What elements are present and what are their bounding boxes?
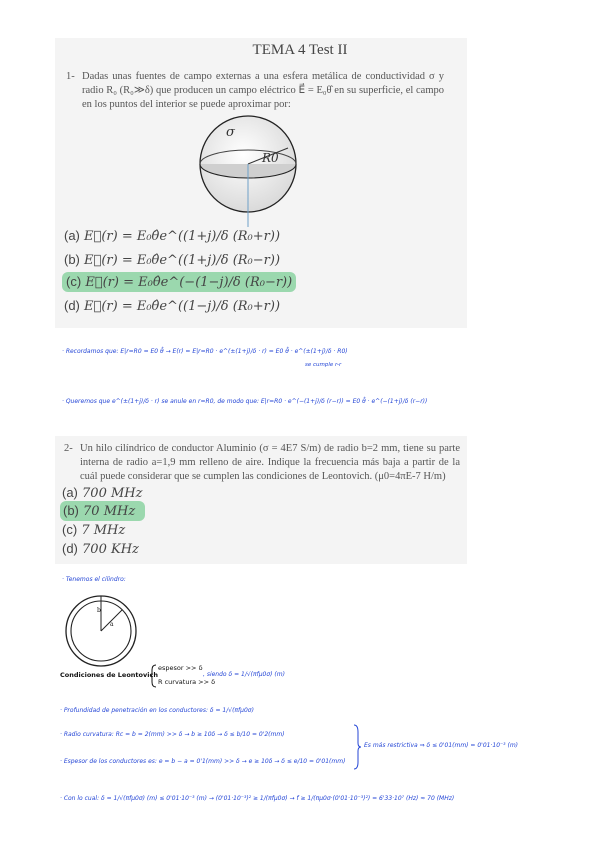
q1-option-c-selected[interactable]: [62, 272, 296, 292]
option-formula: E⃗(r) = E₀θ̂e^((1+j)/δ (R₀−r)): [84, 253, 281, 268]
option-letter: (b): [64, 252, 80, 267]
option-formula: E⃗(r) = E₀θ̂e^((1+j)/δ (R₀+r)): [84, 229, 281, 244]
question-1-text: [66, 70, 444, 112]
q1-option-d[interactable]: [64, 298, 280, 314]
notes2-depth: · Profundidad de penetración en los conductores: δ = 1/√(πfμ0σ): [60, 707, 254, 714]
notes1-line1-note: se cumple r-r: [305, 362, 342, 368]
notes2-restrictive: Es más restrictiva ⇒ δ ≤ 0'01(mm) = 0'01·10⁻³ (m): [364, 742, 519, 749]
notes2-heading: · Tenemos el cilindro:: [62, 576, 126, 583]
notes2-final: · Con lo cual: δ = 1/√(πfμ0σ) (m) ≤ 0'01·10⁻³ (m) → (0'01·10⁻³)² ≥ 1/(πfμ0σ) → f ≥ 1/(πμ0σ·(0'01·10⁻³)²) = 6'33·10⁷ (Hz) ≈ 70 (MHz): [60, 795, 455, 802]
option-value: 70 MHz: [83, 504, 136, 519]
leontovich-label: Condiciones de Leontovich: [60, 671, 158, 679]
option-formula: E⃗(r) = E₀θ̂e^(−(1−j)/δ (R₀−r)): [85, 275, 293, 290]
question-2-number: 2-: [64, 443, 73, 454]
option-letter: (b): [63, 503, 79, 518]
q2-option-a[interactable]: [62, 485, 142, 501]
cylinder-cross-section: [62, 592, 140, 670]
sigma-label: σ: [226, 125, 235, 140]
question-2-statement: Un hilo cilíndrico de conductor Aluminio (σ = 4E7 S/m) de radio b=2 mm, tiene su parte interna de radio a=1,9 mm relleno de aire. Indique la frecuencia más baja a partir de la cuál puede considerar que se cumplen las condiciones de Leontovich. (μ0=4πE-7 H/m): [80, 443, 460, 482]
option-value: 700 KHz: [82, 542, 139, 557]
radius-label: R0: [262, 151, 279, 165]
notes2-radius: · Radio curvatura: Rc = b = 2(mm) >> δ → b ≥ 10δ → δ ≤ b/10 = 0'2(mm): [60, 731, 285, 738]
option-value: 700 MHz: [82, 486, 143, 501]
option-letter: (d): [62, 541, 78, 556]
restrictive-brace: [353, 724, 361, 770]
option-letter: (a): [62, 485, 78, 500]
leontovich-tail: , siendo δ = 1/√(πfμ0σ) (m): [203, 671, 285, 678]
question-1-statement: Dadas unas fuentes de campo externas a una esfera metálica de conductividad σ y radio R₀ (R₀≫δ) que producen un campo eléctrico E⃗ = E₀θ̂ en su superficie, el campo en los puntos del interior se puede aproximar por:: [82, 71, 444, 110]
label-b: b: [97, 607, 101, 614]
q1-option-b[interactable]: [64, 252, 280, 268]
option-letter: (c): [62, 522, 78, 537]
q2-option-d[interactable]: [62, 541, 139, 557]
option-letter: (c): [66, 274, 82, 289]
q1-option-a[interactable]: [64, 228, 280, 244]
label-a: a: [110, 621, 114, 628]
option-formula: E⃗(r) = E₀θ̂e^((1−j)/δ (R₀+r)): [84, 299, 281, 314]
question-1-number: 1-: [66, 71, 75, 82]
notes1-line2: · Queremos que e^(±(1+j)/δ · r) se anule en r=R0, de modo que: E|r=R0 · e^(−(1+j)/δ (r−r)) = E0 θ̂ · e^(−(1+j)/δ (r−r)): [62, 398, 428, 405]
option-letter: (a): [64, 228, 80, 243]
option-letter: (d): [64, 298, 80, 313]
notes1-line1: · Recordamos que: E|r=R0 = E0 θ̂ → E(r) = E|r=R0 · e^(±(1+j)/δ · r) = E0 θ̂ · e^(±(1+j)/δ · R0): [62, 348, 348, 355]
notes2-thickness: · Espesor de los conductores es: e = b − a = 0'1(mm) >> δ → e ≥ 10δ → δ ≤ e/10 = 0'01(mm): [60, 758, 346, 765]
leontovich-cond1: espesor >> δ: [158, 664, 203, 672]
leontovich-brace: [150, 664, 158, 688]
question-2-text: [64, 442, 460, 484]
page-title: TEMA 4 Test II: [252, 42, 348, 58]
option-value: 7 MHz: [81, 523, 126, 538]
q2-option-b-selected[interactable]: [60, 501, 145, 521]
sphere-diagram: [190, 112, 310, 232]
q2-option-c[interactable]: [62, 522, 125, 538]
leontovich-cond2: R curvatura >> δ: [158, 678, 216, 686]
